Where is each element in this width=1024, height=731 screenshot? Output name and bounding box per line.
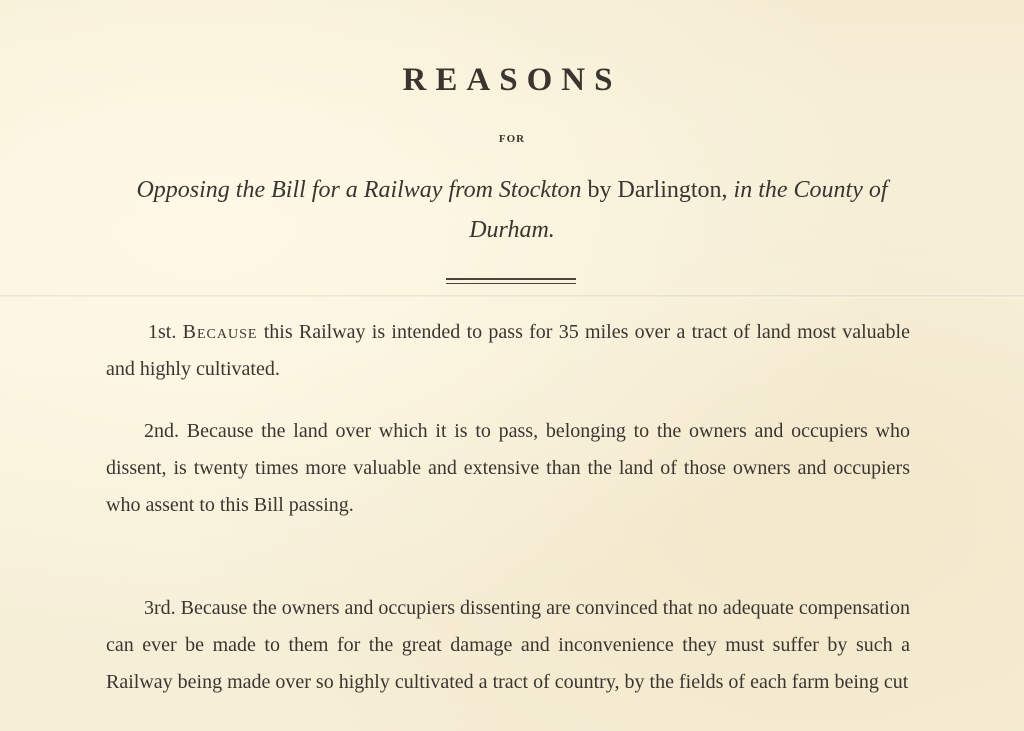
document-subtitle bbox=[120, 170, 904, 250]
paragraph-text: Because the owners and occupiers dissenting are convinced that no adequate compensation can ever be made to them for the great damage and inconvenience they must suffer by such a Railway being made over so highly cultivated a tract of country, by the fields of each farm being cut bbox=[106, 597, 910, 693]
double-rule-divider bbox=[446, 278, 576, 287]
paragraph-number: 3rd. bbox=[144, 597, 181, 619]
paragraph-text: Because the land over which it is to pass, belonging to the owners and occupiers who dissent, is twenty times more valuable and extensive than the land of those owners and occupiers who assent to this Bill passing. bbox=[106, 420, 911, 516]
paragraph-text: this Railway is intended to pass for 35 miles over a tract of land most valuable and highly cultivated. bbox=[106, 321, 910, 380]
subtitle-italic-part-2: in the County of Durham. bbox=[469, 177, 888, 243]
paragraph-2 bbox=[106, 413, 910, 524]
rule-line-thick bbox=[446, 278, 576, 280]
subtitle-italic-part-1: Opposing the Bill for a Railway from Stockton bbox=[136, 177, 582, 203]
document-title: REASONS bbox=[402, 62, 622, 98]
title-connector: FOR bbox=[498, 133, 526, 145]
subtitle-roman-part: by Darlington, bbox=[581, 177, 734, 203]
paragraph-3 bbox=[106, 590, 910, 701]
paper-fold-line bbox=[0, 295, 1024, 298]
paragraph-number: 1st. bbox=[148, 321, 183, 343]
rule-line-thin bbox=[446, 283, 576, 284]
paragraph-1 bbox=[106, 314, 910, 388]
paragraph-number: 2nd. bbox=[144, 420, 187, 442]
paragraph-lead-word: Because bbox=[182, 321, 258, 343]
